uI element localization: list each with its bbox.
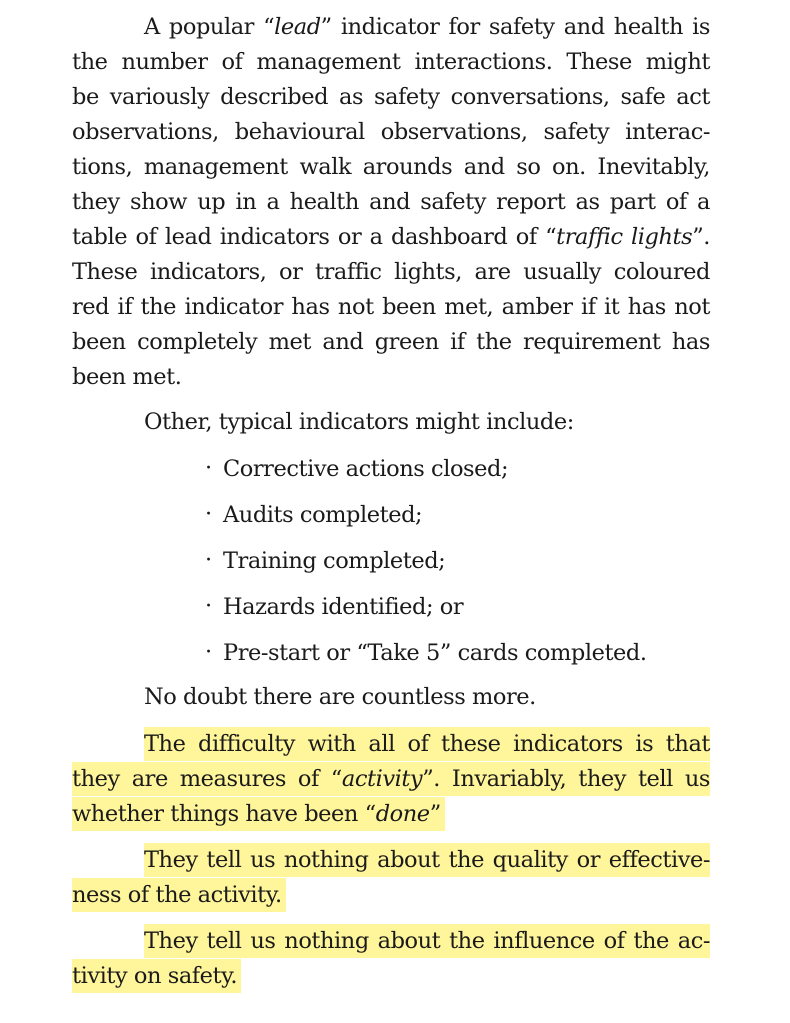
highlighted-line: tivity on safety.	[72, 959, 241, 993]
bullet-item: · Training completed;	[205, 544, 445, 578]
paragraph-line: A popular “lead” indicator for safety and health is	[144, 14, 710, 40]
paragraph-line: they show up in a health and safety report as part of a	[72, 189, 710, 215]
paragraph-line: table of lead indicators or a dashboard of “traffic lights”.	[72, 224, 710, 250]
highlighted-line: They tell us nothing about the quality or effective-	[144, 843, 710, 877]
list-intro: Other, typical indicators might include:	[144, 409, 574, 435]
paragraph-line: been met.	[72, 364, 182, 390]
highlighted-line: They tell us nothing about the influence of the ac-	[144, 924, 710, 958]
bullet-item: · Audits completed;	[205, 498, 422, 532]
highlighted-line: whether things have been “done”	[72, 797, 445, 831]
bullet-item: · Hazards identified; or	[205, 590, 463, 624]
bullet-icon: ·	[205, 501, 212, 527]
highlighted-line: they are measures of “activity”. Invariably, they tell us	[72, 762, 710, 796]
highlighted-line: The difficulty with all of these indicators is that	[144, 727, 710, 761]
highlighted-line: ness of the activity.	[72, 878, 286, 912]
bullet-item: · Corrective actions closed;	[205, 452, 508, 486]
paragraph-line: observations, behavioural observations, safety interac-	[72, 119, 710, 145]
bullet-icon: ·	[205, 639, 212, 665]
paragraph-line: tions, management walk arounds and so on. Inevitably,	[72, 154, 710, 180]
closing-line: No doubt there are countless more.	[144, 684, 536, 710]
paragraph-line: red if the indicator has not been met, amber if it has not	[72, 294, 710, 320]
bullet-icon: ·	[205, 455, 212, 481]
paragraph-line: be variously described as safety conversations, safe act	[72, 84, 710, 110]
bullet-item: · Pre-start or “Take 5” cards completed.	[205, 636, 647, 670]
bullet-icon: ·	[205, 547, 212, 573]
paragraph-line: These indicators, or traffic lights, are usually coloured	[72, 259, 710, 285]
bullet-icon: ·	[205, 593, 212, 619]
paragraph-line: the number of management interactions. These might	[72, 49, 710, 75]
paragraph-line: been completely met and green if the requirement has	[72, 329, 710, 355]
